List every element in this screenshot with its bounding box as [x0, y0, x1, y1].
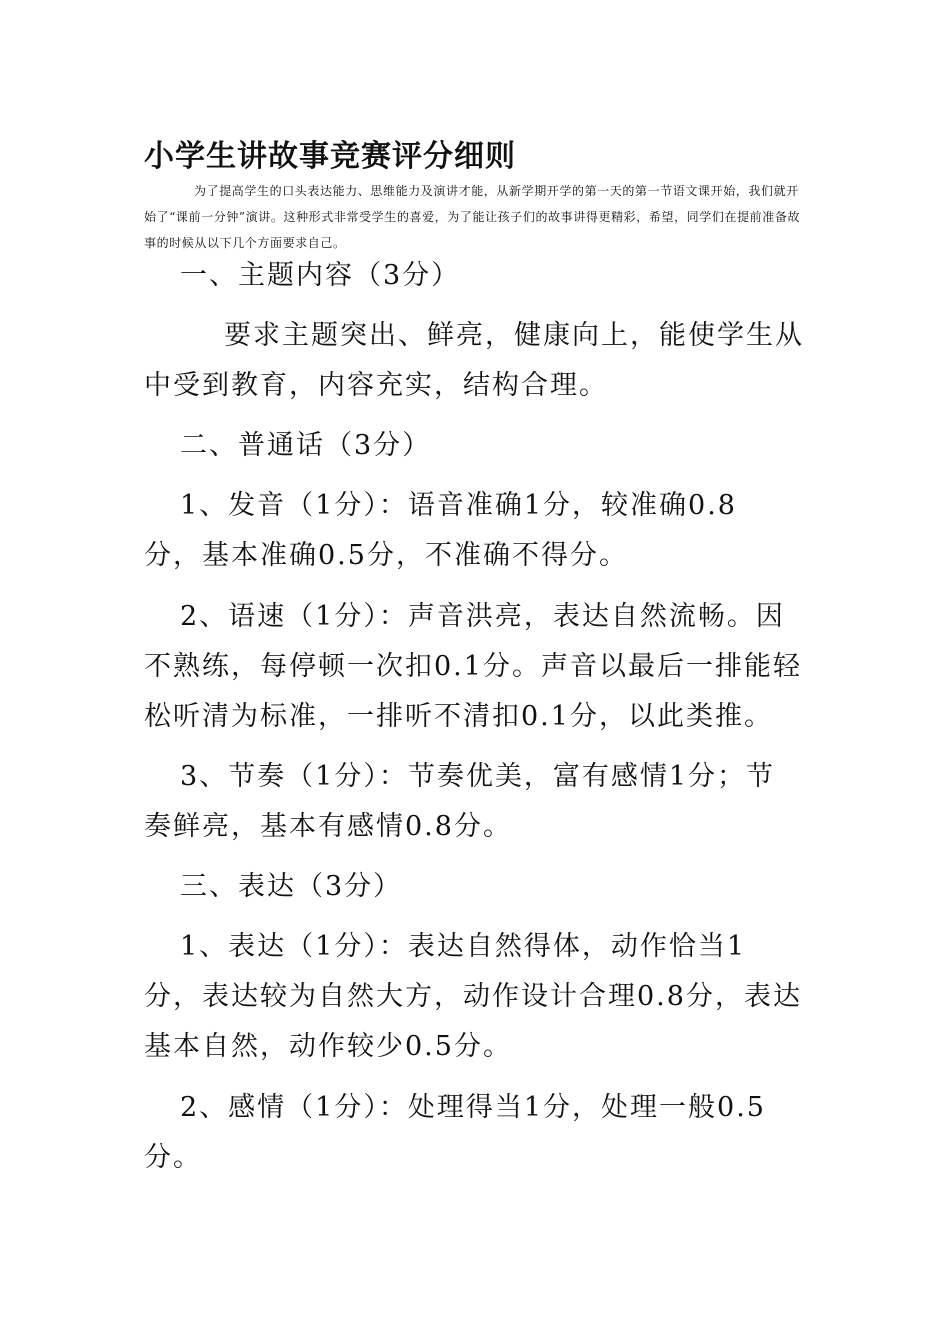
section-heading-mandarin: 二、普通话（3分）: [180, 430, 432, 461]
section-heading-expression: 三、表达（3分）: [180, 871, 403, 902]
expression-item-delivery: 1、表达（1分）：表达自然得体，动作恰当1分，表达较为自然大方，动作设计合理0.8分，表达基本自然，动作较少0.5分。: [144, 931, 802, 1062]
intro-paragraph: 为了提高学生的口头表达能力、思维能力及演讲才能，从新学期开学的第一天的第一节语文课开始，我们就开始了“课前一分钟”演讲。这种形式非常受学生的喜爱，为了能让孩子们的故事讲得更精彩，希望，同学们在提前准备故事的时候从以下几个方面要求自己。: [144, 184, 801, 250]
section-theme-paragraph: 要求主题突出、鲜亮，健康向上，能使学生从中受到教育，内容充实，结构合理。: [144, 320, 804, 401]
document-title: 小学生讲故事竞赛评分细则: [144, 139, 516, 174]
mandarin-item-pronunciation: 1、发音（1分）：语音准确1分，较准确0.8分，基本准确0.5分，不准确不得分。: [144, 490, 737, 571]
mandarin-item-speed: 2、语速（1分）：声音洪亮，表达自然流畅。因不熟练，每停顿一次扣0.1分。声音以最后一排能轻松听清为标准，一排听不清扣0.1分，以此类推。: [144, 601, 802, 732]
section-heading-theme: 一、主题内容（3分）: [180, 260, 461, 291]
mandarin-item-rhythm: 3、节奏（1分）：节奏优美，富有感情1分；节奏鲜亮，基本有感情0.8分。: [144, 761, 776, 842]
expression-item-emotion: 2、感情（1分）：处理得当1分，处理一般0.5分。: [144, 1092, 766, 1173]
